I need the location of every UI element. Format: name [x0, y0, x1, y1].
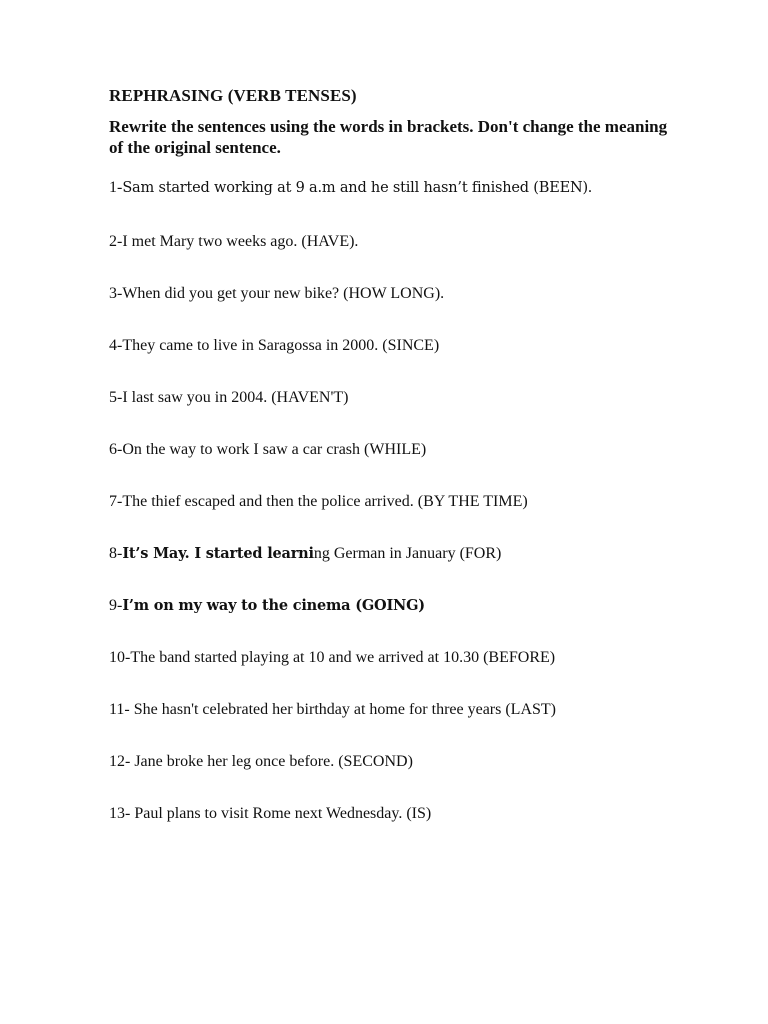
exercise-segment: I’m on my way to the cinema (GOING) — [122, 597, 425, 614]
exercise-segment: Sam started working at 9 a.m and he still hasn’t finished (BEEN) — [122, 180, 588, 196]
exercise-item-2 — [109, 233, 358, 251]
exercise-segment: ng German in January (FOR) — [313, 545, 502, 562]
exercise-item-13 — [109, 805, 431, 823]
exercise-segment: 3-When did you get your new bike? (HOW LONG). — [109, 285, 445, 302]
exercise-item-5 — [109, 389, 348, 407]
exercise-item-8 — [109, 545, 501, 563]
exercise-segment: It’s May. I started learni — [122, 545, 314, 562]
exercise-item-12 — [109, 753, 413, 771]
exercise-segment: 11- She hasn't celebrated her birthday at home for three years (LAST) — [109, 701, 557, 718]
exercise-segment: 1- — [109, 179, 123, 196]
exercise-segment: 2-I met Mary two weeks ago. (HAVE). — [109, 233, 359, 250]
exercise-segment: 9- — [109, 597, 123, 614]
worksheet-instructions: Rewrite the sentences using the words in brackets. Don't change the meaning of the original sentence. — [109, 117, 668, 157]
exercise-segment: 10-The band started playing at 10 and we arrived at 10.30 (BEFORE) — [109, 649, 556, 666]
exercise-segment: 8- — [109, 545, 123, 562]
exercise-segment: 6-On the way to work I saw a car crash (WHILE) — [109, 441, 427, 458]
exercise-segment: 5-I last saw you in 2004. (HAVEN'T) — [109, 389, 349, 406]
exercise-item-10 — [109, 649, 555, 667]
exercise-segment: 12- Jane broke her leg once before. (SECOND) — [109, 753, 413, 770]
exercise-item-9 — [109, 597, 425, 615]
exercise-item-11 — [109, 701, 556, 719]
exercise-segment: . — [587, 179, 592, 196]
exercise-segment: 7-The thief escaped and then the police arrived. (BY THE TIME) — [109, 493, 528, 510]
worksheet-title: REPHRASING (VERB TENSES) — [109, 86, 357, 105]
exercise-item-3 — [109, 285, 444, 303]
exercise-item-1 — [109, 179, 592, 197]
exercise-item-7 — [109, 493, 528, 511]
exercise-item-4 — [109, 337, 439, 355]
exercise-segment: 4-They came to live in Saragossa in 2000. (SINCE) — [109, 337, 440, 354]
exercise-item-6 — [109, 441, 426, 459]
exercise-segment: 13- Paul plans to visit Rome next Wednesday. (IS) — [109, 805, 432, 822]
